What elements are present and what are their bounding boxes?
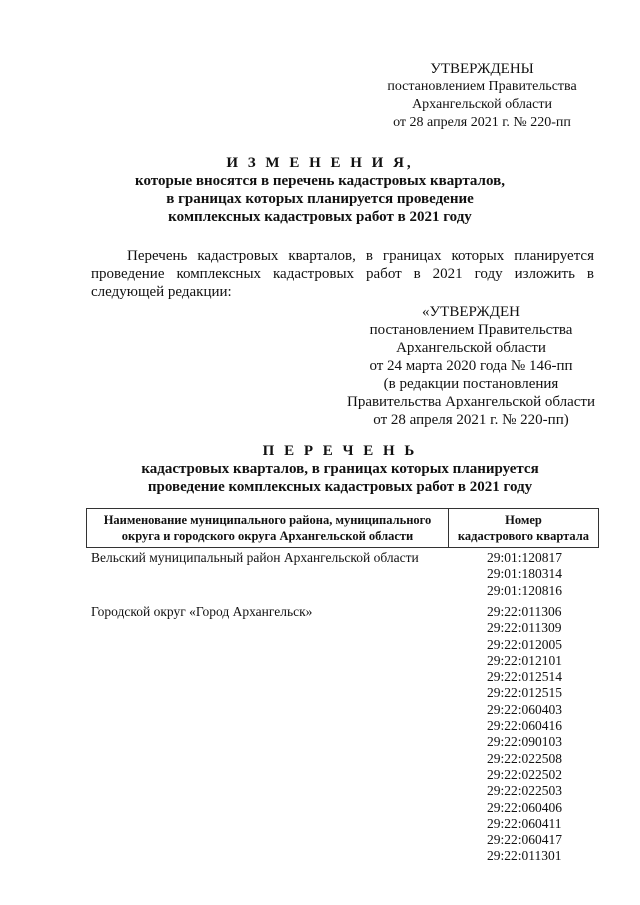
approval-line: Правительства Архангельской области bbox=[346, 394, 595, 410]
cadastral-code: 29:22:060417 bbox=[487, 832, 563, 848]
header-cell-district bbox=[87, 509, 449, 547]
cadastral-code: 29:22:022503 bbox=[487, 783, 563, 799]
paragraph-text: Перечень кадастровых кварталов, в границах которых планируется проведение комплексных кадастровых работ в 2021 году изложить в следующей редакции: bbox=[91, 248, 594, 300]
list-title bbox=[0, 442, 640, 496]
cadastral-code: 29:22:022508 bbox=[487, 750, 563, 766]
approval-line: Архангельской области bbox=[396, 340, 546, 356]
list-subtitle-line: кадастровых кварталов, в границах которых планируется bbox=[141, 461, 539, 477]
cadastral-codes bbox=[487, 550, 597, 599]
header-text: округа и городского округа Архангельской области bbox=[121, 529, 414, 543]
cadastral-code: 29:22:011309 bbox=[487, 620, 562, 636]
approval-line: (в редакции постановления bbox=[383, 376, 559, 392]
changes-subtitle-line: которые вносятся в перечень кадастровых кварталов, bbox=[135, 173, 505, 189]
cadastral-code: 29:22:012515 bbox=[487, 685, 563, 701]
cadastral-code: 29:22:012005 bbox=[487, 636, 563, 652]
changes-subtitle-line: в границах которых планируется проведение bbox=[166, 191, 474, 207]
cadastral-code: 29:01:120817 bbox=[487, 550, 563, 565]
cadastral-code: 29:01:180314 bbox=[487, 566, 563, 582]
cadastral-code: 29:22:060411 bbox=[487, 815, 562, 831]
approval-stamp-quoted bbox=[336, 303, 606, 429]
changes-heading: И З М Е Н Е Н И Я, bbox=[226, 155, 414, 171]
cadastral-code: 29:01:120816 bbox=[487, 582, 563, 598]
cadastral-code: 29:22:011306 bbox=[487, 604, 562, 619]
changes-title bbox=[0, 154, 640, 226]
cadastral-code: 29:22:060403 bbox=[487, 701, 563, 717]
cadastral-code: 29:22:012514 bbox=[487, 669, 563, 685]
cadastral-codes bbox=[487, 604, 597, 865]
district-name: Городской округ «Город Архангельск» bbox=[91, 604, 313, 619]
approval-line: от 28 апреля 2021 г. № 220-пп) bbox=[373, 412, 569, 428]
list-subtitle-line: проведение комплексных кадастровых работ в 2021 году bbox=[147, 479, 533, 495]
cadastral-code: 29:22:060406 bbox=[487, 799, 563, 815]
body-paragraph bbox=[91, 247, 594, 301]
cadastral-code: 29:22:060416 bbox=[487, 718, 563, 734]
approval-line: постановлением Правительства bbox=[387, 79, 577, 94]
approval-heading: «УТВЕРЖДЕН bbox=[422, 304, 520, 320]
changes-subtitle-line: комплексных кадастровых работ в 2021 году bbox=[168, 209, 472, 225]
approval-line: Архангельской области bbox=[412, 97, 552, 112]
approval-line: от 24 марта 2020 года № 146-пп bbox=[369, 358, 573, 374]
header-text: кадастрового квартала bbox=[457, 529, 590, 543]
header-cell-quarter-number bbox=[449, 509, 598, 547]
header-text: Номер bbox=[505, 513, 542, 527]
table-header bbox=[86, 508, 599, 548]
cadastral-code: 29:22:090103 bbox=[487, 734, 563, 750]
approval-line: постановлением Правительства bbox=[369, 322, 573, 338]
approval-stamp bbox=[372, 60, 592, 132]
header-text: Наименование муниципального района, муниципального bbox=[103, 513, 432, 527]
cadastral-code: 29:22:012101 bbox=[487, 652, 563, 668]
list-heading: П Е Р Е Ч Е Н Ь bbox=[262, 443, 418, 459]
approval-heading: УТВЕРЖДЕНЫ bbox=[430, 61, 534, 77]
cadastral-code: 29:22:022502 bbox=[487, 766, 563, 782]
district-name: Вельский муниципальный район Архангельской области bbox=[91, 550, 419, 565]
cadastral-code: 29:22:011301 bbox=[487, 848, 562, 864]
approval-line: от 28 апреля 2021 г. № 220-пп bbox=[393, 115, 571, 130]
